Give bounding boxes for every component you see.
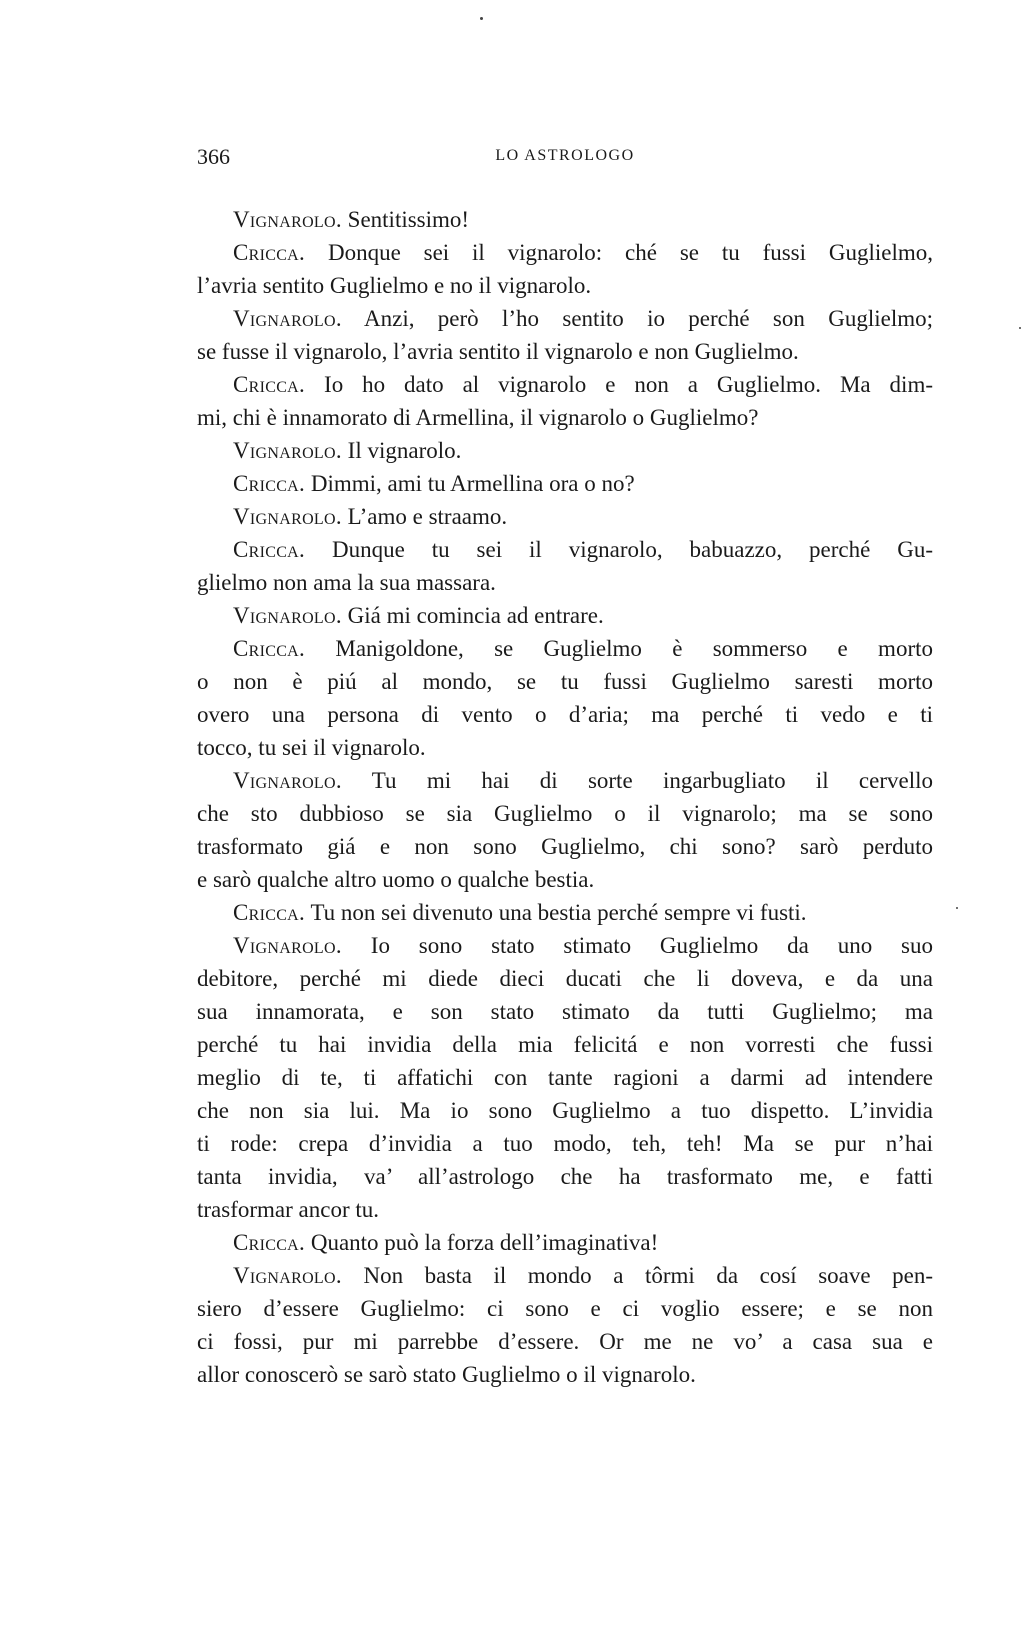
- dialogue-paragraph: [197, 203, 933, 236]
- line-text: che sto dubbioso se sia Guglielmo o il vignarolo; ma se sono: [197, 801, 933, 826]
- dialogue-paragraph: [197, 467, 933, 500]
- dialogue-paragraph: [197, 533, 933, 599]
- dialogue-paragraph: [197, 368, 933, 434]
- line-text: Giá mi comincia ad entrare.: [347, 603, 604, 628]
- text-line: [197, 1028, 933, 1061]
- line-text: Dimmi, ami tu Armellina ora o no?: [310, 471, 635, 496]
- text-line: [197, 1193, 933, 1226]
- scan-speck: [1019, 327, 1021, 329]
- dialogue-paragraph: [197, 599, 933, 632]
- line-text: overo una persona di vento o d’aria; ma perché ti vedo e ti: [197, 702, 933, 727]
- line-text: Io ho dato al vignarolo e non a Guglielmo. Ma dim-: [324, 372, 933, 397]
- line-text: Quanto può la forza dell’imaginativa!: [310, 1230, 659, 1255]
- line-text: tanta invidia, va’ all’astrologo che ha trasformato me, e fatti: [197, 1164, 933, 1189]
- line-text: Sentitissimo!: [347, 207, 470, 232]
- speaker-name: Cricca.: [233, 1230, 306, 1255]
- line-text: Manigoldone, se Guglielmo è sommerso e morto: [335, 636, 934, 661]
- speaker-name: Vignarolo.: [233, 1263, 342, 1288]
- line-text: Il vignarolo.: [347, 438, 462, 463]
- line-text: Non basta il mondo a tôrmi da cosí soave pen-: [363, 1263, 934, 1288]
- dialogue-paragraph: [197, 302, 933, 368]
- speaker-name: Vignarolo.: [233, 438, 342, 463]
- dialogue-paragraph: [197, 1226, 933, 1259]
- text-line: [197, 1094, 933, 1127]
- line-text: Tu non sei divenuto una bestia perché sempre vi fusti.: [310, 900, 807, 925]
- line-text: ti rode: crepa d’invidia a tuo modo, teh, teh! Ma se pur n’hai: [197, 1131, 933, 1156]
- text-line: [197, 335, 933, 368]
- line-text: trasformato giá e non sono Guglielmo, chi sono? sarò perduto: [197, 834, 933, 859]
- line-text: se fusse il vignarolo, l’avria sentito il vignarolo e non Guglielmo.: [197, 339, 799, 364]
- text-line: [197, 1259, 933, 1292]
- text-line: [197, 797, 933, 830]
- line-text: trasformar ancor tu.: [197, 1197, 380, 1222]
- line-text: Donque sei il vignarolo: ché se tu fussi Guglielmo,: [327, 240, 934, 265]
- text-line: [197, 962, 933, 995]
- line-text: l’avria sentito Guglielmo e no il vignarolo.: [197, 273, 592, 298]
- speaker-name: Vignarolo.: [233, 306, 342, 331]
- text-line: [197, 764, 933, 797]
- speaker-name: Vignarolo.: [233, 504, 342, 529]
- speaker-name: Cricca.: [233, 240, 306, 265]
- dialogue-paragraph: [197, 500, 933, 533]
- dialogue-paragraph: [197, 929, 933, 1226]
- text-line: [197, 401, 933, 434]
- speaker-name: Cricca.: [233, 372, 306, 397]
- dialogue-text: [197, 203, 933, 1391]
- text-line: [197, 1226, 933, 1259]
- dialogue-paragraph: [197, 896, 933, 929]
- dialogue-paragraph: [197, 236, 933, 302]
- line-text: mi, chi è innamorato di Armellina, il vignarolo o Guglielmo?: [197, 405, 759, 430]
- line-text: che non sia lui. Ma io sono Guglielmo a tuo dispetto. L’invidia: [197, 1098, 933, 1123]
- text-line: [197, 236, 933, 269]
- line-text: debitore, perché mi diede dieci ducati che li doveva, e da una: [197, 966, 933, 991]
- text-line: [197, 1160, 933, 1193]
- line-text: Anzi, però l’ho sentito io perché son Guglielmo;: [364, 306, 933, 331]
- dialogue-paragraph: [197, 434, 933, 467]
- speaker-name: Vignarolo.: [233, 768, 342, 793]
- speaker-name: Vignarolo.: [233, 603, 342, 628]
- line-text: L’amo e straamo.: [347, 504, 508, 529]
- text-line: [197, 830, 933, 863]
- running-title: LO ASTROLOGO: [495, 147, 635, 164]
- scan-speck: [480, 17, 483, 20]
- line-text: siero d’essere Guglielmo: ci sono e ci voglio essere; e se non: [197, 1296, 933, 1321]
- text-line: [197, 269, 933, 302]
- line-text: glielmo non ama la sua massara.: [197, 570, 496, 595]
- line-text: allor conoscerò se sarò stato Guglielmo o il vignarolo.: [197, 1362, 696, 1387]
- text-line: [197, 368, 933, 401]
- speaker-name: Cricca.: [233, 636, 306, 661]
- page-header: [197, 144, 933, 174]
- line-text: meglio di te, ti affatichi con tante ragioni a darmi ad intendere: [197, 1065, 933, 1090]
- text-line: [197, 434, 933, 467]
- speaker-name: Cricca.: [233, 471, 306, 496]
- text-line: [197, 566, 933, 599]
- text-line: [197, 1325, 933, 1358]
- text-line: [197, 302, 933, 335]
- line-text: e sarò qualche altro uomo o qualche bestia.: [197, 867, 595, 892]
- text-line: [197, 467, 933, 500]
- text-line: [197, 203, 933, 236]
- scan-speck: [956, 907, 958, 909]
- dialogue-paragraph: [197, 632, 933, 764]
- text-line: [197, 665, 933, 698]
- speaker-name: Cricca.: [233, 537, 306, 562]
- line-text: tocco, tu sei il vignarolo.: [197, 735, 426, 760]
- text-line: [197, 1292, 933, 1325]
- dialogue-paragraph: [197, 764, 933, 896]
- text-line: [197, 1061, 933, 1094]
- text-line: [197, 599, 933, 632]
- text-line: [197, 533, 933, 566]
- line-text: Tu mi hai di sorte ingarbugliato il cervello: [371, 768, 933, 793]
- text-line: [197, 731, 933, 764]
- text-line: [197, 896, 933, 929]
- dialogue-paragraph: [197, 1259, 933, 1391]
- text-line: [197, 632, 933, 665]
- text-line: [197, 929, 933, 962]
- text-line: [197, 1358, 933, 1391]
- line-text: sua innamorata, e son stato stimato da tutti Guglielmo; ma: [197, 999, 933, 1024]
- line-text: Io sono stato stimato Guglielmo da uno suo: [370, 933, 934, 958]
- line-text: perché tu hai invidia della mia felicitá e non vorresti che fussi: [197, 1032, 933, 1057]
- text-line: [197, 863, 933, 896]
- text-line: [197, 698, 933, 731]
- line-text: Dunque tu sei il vignarolo, babuazzo, perché Gu-: [332, 537, 934, 562]
- text-line: [197, 995, 933, 1028]
- page-number: 366: [197, 144, 230, 169]
- text-line: [197, 500, 933, 533]
- speaker-name: Cricca.: [233, 900, 306, 925]
- line-text: o non è piú al mondo, se tu fussi Guglielmo saresti morto: [197, 669, 933, 694]
- speaker-name: Vignarolo.: [233, 207, 342, 232]
- text-line: [197, 1127, 933, 1160]
- line-text: ci fossi, pur mi parrebbe d’essere. Or me ne vo’ a casa sua e: [197, 1329, 933, 1354]
- speaker-name: Vignarolo.: [233, 933, 342, 958]
